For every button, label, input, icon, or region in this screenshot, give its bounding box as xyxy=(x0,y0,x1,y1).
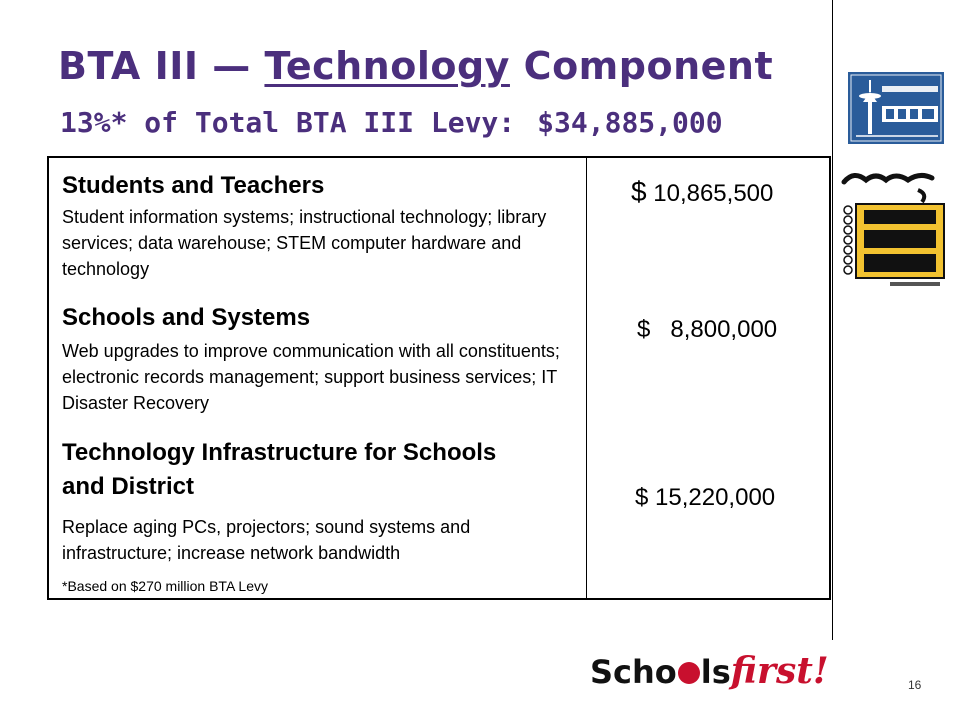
slide-title xyxy=(58,44,773,88)
logo-text-scho: Scho xyxy=(590,653,677,691)
amount-infrastructure xyxy=(635,484,775,512)
vertical-rule xyxy=(832,0,833,640)
column-divider xyxy=(586,158,587,598)
title-underlined-word: Technology xyxy=(264,44,510,88)
amount-students-teachers xyxy=(631,176,773,208)
section-desc-infrastructure: Replace aging PCs, projectors; sound systems and infrastructure; increase network bandwidth xyxy=(62,517,471,563)
title-prefix: BTA III — xyxy=(58,44,265,88)
schoolsfirst-logo xyxy=(590,650,829,692)
footnote: *Based on $270 million BTA Levy xyxy=(62,578,268,594)
budget-table xyxy=(47,156,831,600)
title-suffix: Component xyxy=(509,44,774,88)
logo-text-first: first! xyxy=(730,650,829,692)
section-title-schools-systems: Schools and Systems xyxy=(62,304,311,331)
total-amount: $34,885,000 xyxy=(537,106,723,139)
apple-icon xyxy=(678,662,700,684)
slide-subtitle xyxy=(60,106,723,139)
amount-value: 15,220,000 xyxy=(648,484,776,511)
section-desc-students-teachers: Student information systems; instructional technology; library services; data warehouse; STEM computer hardware and technology xyxy=(62,207,547,279)
amount-schools-systems xyxy=(637,316,777,344)
amount-value: 10,865,500 xyxy=(646,180,774,207)
section-title-students-teachers: Students and Teachers xyxy=(62,172,325,199)
ptsa-logo xyxy=(848,72,944,144)
cpps-logo xyxy=(838,168,948,290)
amount-value: 8,800,000 xyxy=(650,316,778,343)
dollar-sign: $ xyxy=(635,484,649,511)
page-number: 16 xyxy=(908,678,922,692)
subtitle-text: 13%* of Total BTA III Levy: xyxy=(60,106,516,139)
section-title-infrastructure: Technology Infrastructure for Schools and District xyxy=(62,439,497,500)
dollar-sign: $ xyxy=(637,316,651,343)
section-desc-schools-systems: Web upgrades to improve communication with all constituents; electronic records management; support business services; IT Disaster Recovery xyxy=(62,341,560,413)
logo-text-ls: ls xyxy=(700,653,731,691)
dollar-sign: $ xyxy=(631,176,647,207)
